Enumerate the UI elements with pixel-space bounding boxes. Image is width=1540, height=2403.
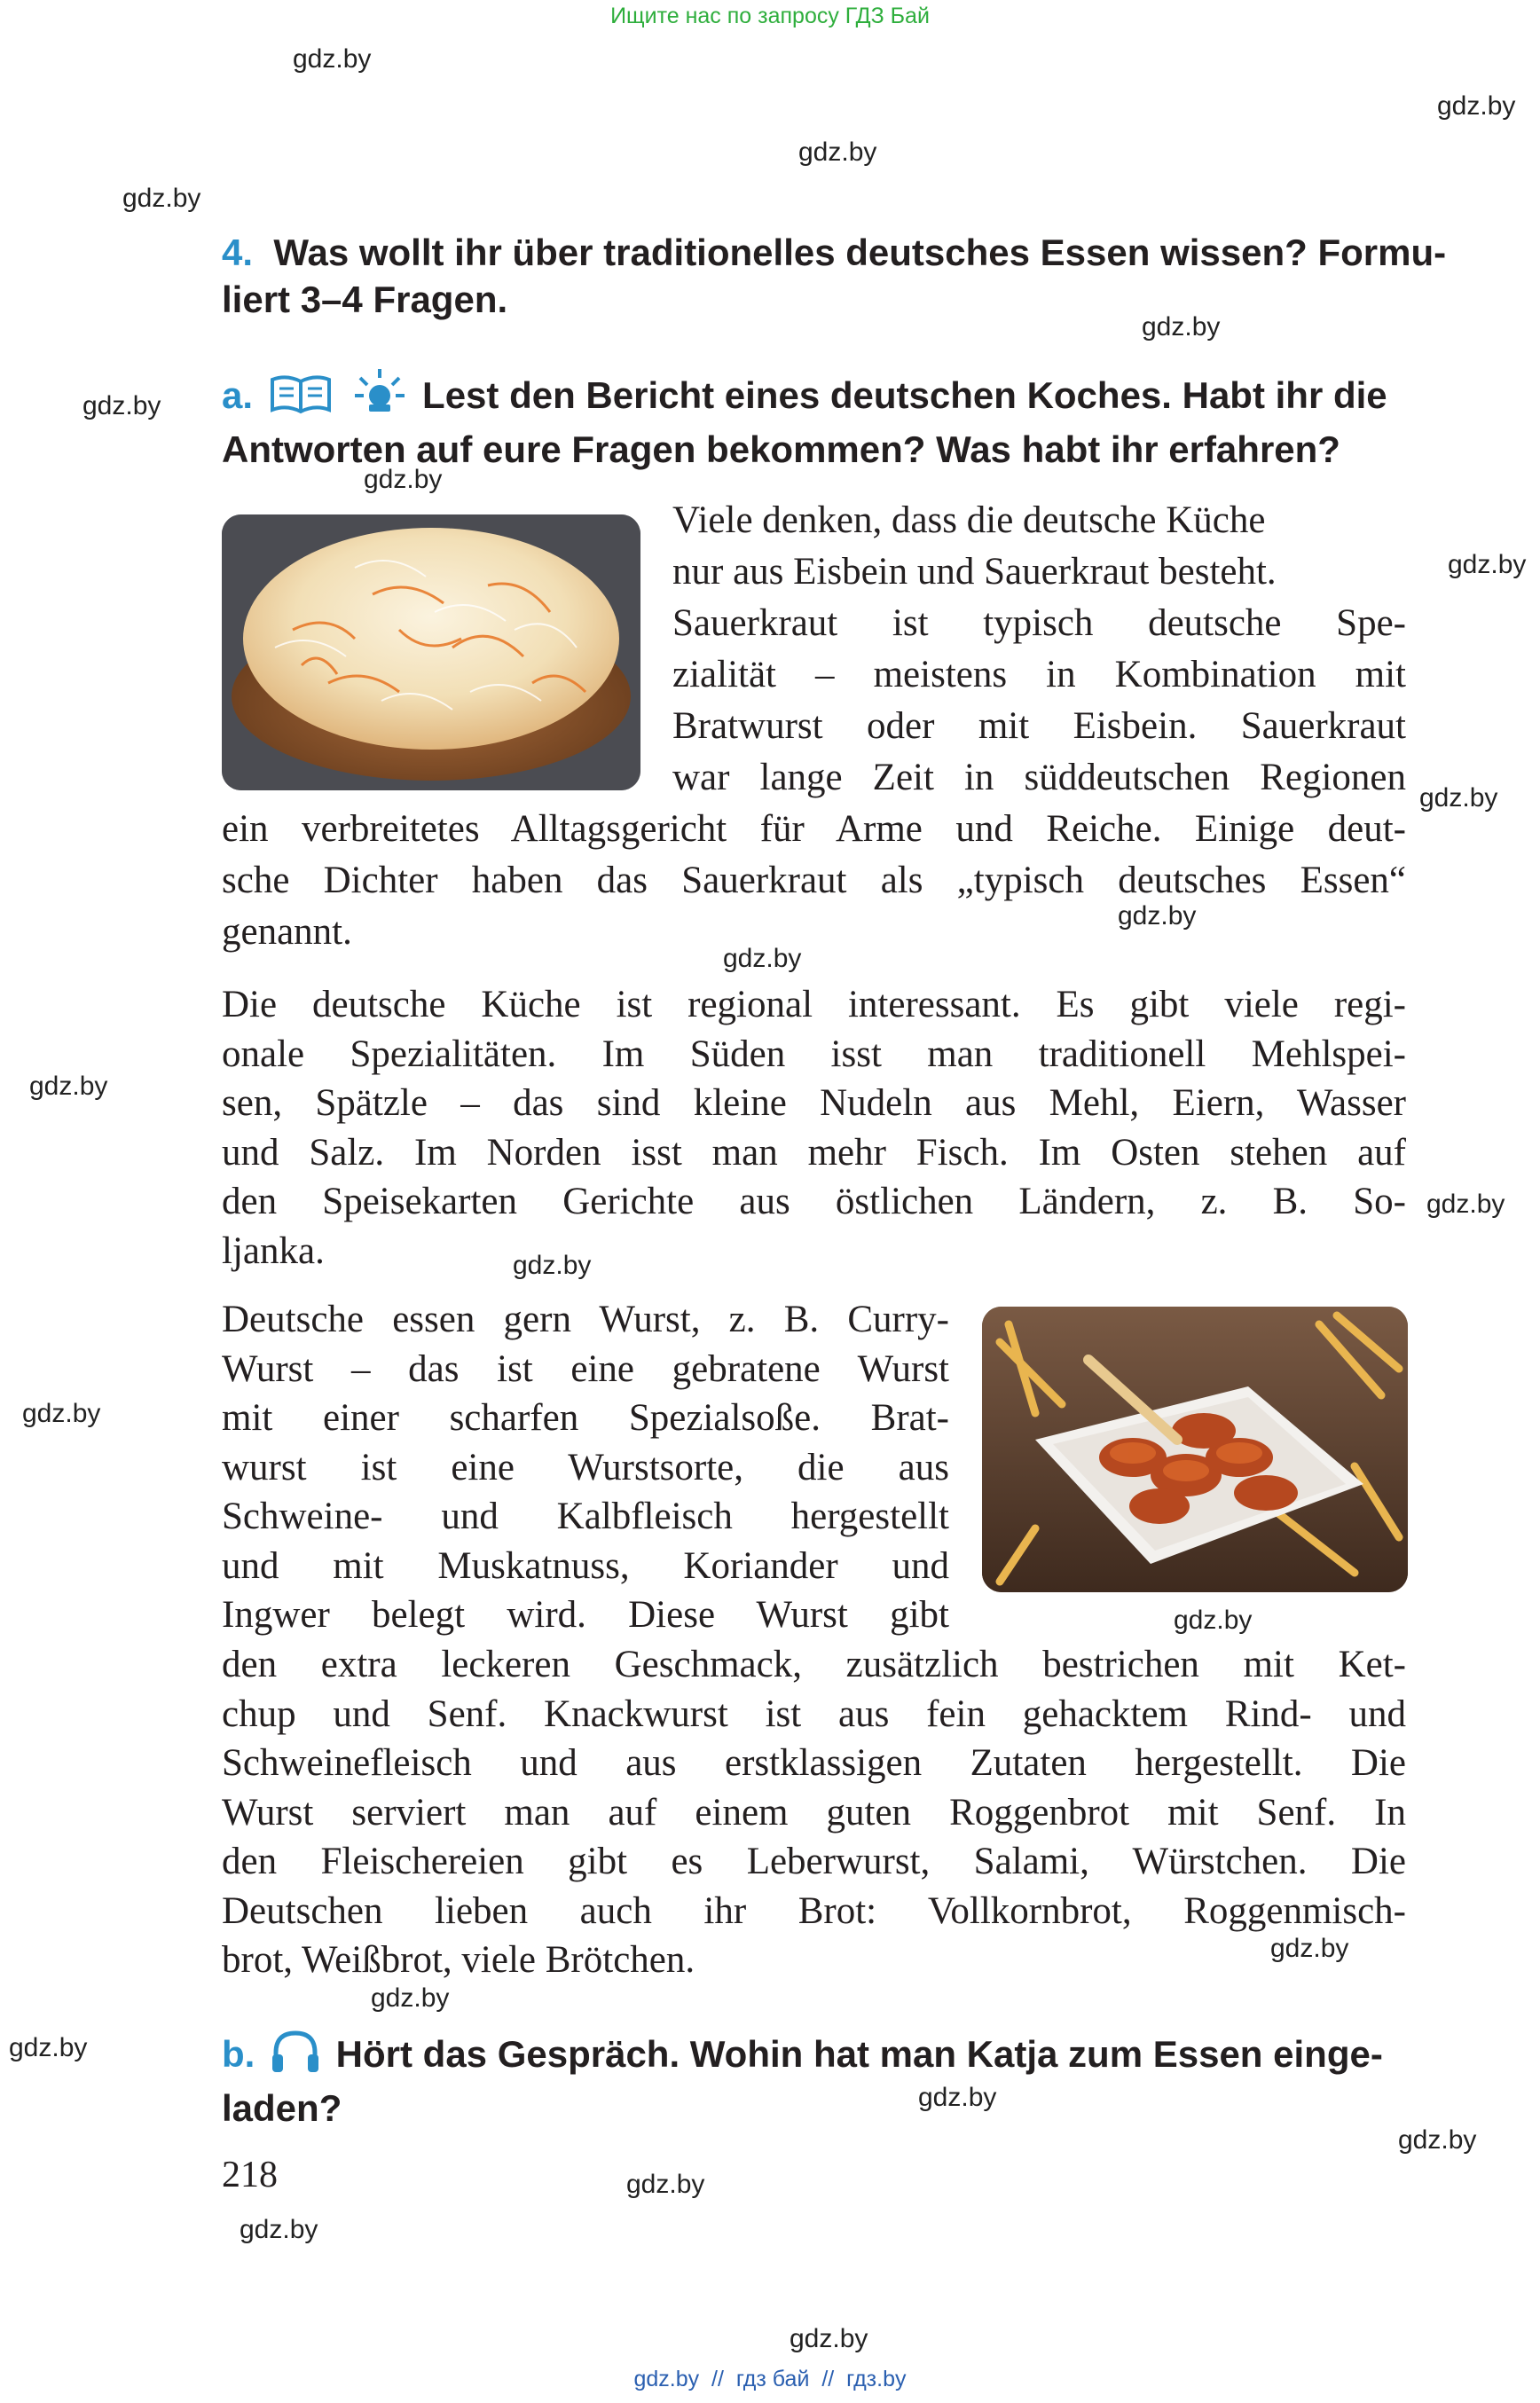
watermark: gdz.by bbox=[798, 137, 877, 167]
task-b-text: Hört das Gespräch. Wohin hat man Katja zum Essen einge- bbox=[335, 2033, 1383, 2075]
text-line: den Fleischereien gibt es Leberwurst, Salami, Würstchen. Die bbox=[222, 1841, 1406, 1882]
watermark: gdz.by bbox=[293, 44, 372, 74]
top-search-note: Ищите нас по запросу ГДЗ Бай bbox=[610, 4, 930, 28]
task-4-line-1 bbox=[222, 229, 1447, 276]
watermark: gdz.by bbox=[1419, 783, 1498, 813]
text-line: zialität – meistens in Kombination mit bbox=[672, 654, 1406, 695]
watermark: gdz.by bbox=[1398, 2125, 1477, 2155]
watermark: gdz.by bbox=[22, 1399, 101, 1428]
watermark: gdz.by bbox=[82, 391, 161, 420]
text-line: sen, Spätzle – das sind kleine Nudeln aus Mehl, Eiern, Wasser bbox=[222, 1082, 1406, 1124]
task-b-line-1 bbox=[222, 2028, 1406, 2085]
task-4-line-2: liert 3–4 Fragen. bbox=[222, 279, 508, 320]
text-line: Wurst serviert man auf einem guten Roggenbrot mit Senf. In bbox=[222, 1791, 1406, 1834]
watermark: gdz.by bbox=[1142, 312, 1221, 342]
task-a-text: Lest den Bericht eines deutschen Koches. Habt ihr die bbox=[422, 374, 1387, 416]
text-line: ljanka. bbox=[222, 1229, 325, 1272]
paragraph-2 bbox=[222, 980, 1406, 1276]
watermark: gdz.by bbox=[1174, 1606, 1253, 1635]
text-line: wurst ist eine Wurstsorte, die aus bbox=[222, 1446, 949, 1488]
text-line: Deutsche essen gern Wurst, z. B. Curry- bbox=[222, 1299, 949, 1340]
text-line: onale Spezialitäten. Im Süden isst man traditionell Mehlspei- bbox=[222, 1033, 1406, 1075]
text-line: und mit Muskatnuss, Koriander und bbox=[222, 1544, 949, 1587]
text-line: Deutschen lieben auch ihr Brot: Vollkornbrot, Roggenmisch- bbox=[222, 1889, 1406, 1932]
task-4 bbox=[222, 229, 1447, 323]
watermark: gdz.by bbox=[371, 1983, 450, 2013]
task-4-text: Was wollt ihr über traditionelles deutsches Essen wissen? Formu- bbox=[273, 232, 1447, 273]
task-b bbox=[222, 2028, 1406, 2132]
text-line: den extra leckeren Geschmack, zusätzlich bestrichen mit Ket- bbox=[222, 1644, 1406, 1685]
watermark: gdz.by bbox=[29, 1072, 108, 1101]
sauerkraut-photo bbox=[222, 514, 640, 790]
task-a bbox=[222, 365, 1406, 473]
text-line: genannt. bbox=[222, 911, 352, 953]
sun-lamp-icon bbox=[353, 365, 406, 426]
paragraph-3-wrapped bbox=[222, 1295, 949, 1640]
task-letter: a. bbox=[222, 374, 254, 416]
watermark: gdz.by bbox=[9, 2033, 88, 2062]
currywurst-photo bbox=[982, 1307, 1408, 1592]
watermark: gdz.by bbox=[1426, 1190, 1505, 1219]
watermark: gdz.by bbox=[1270, 1934, 1349, 1963]
text-line: chup und Senf. Knackwurst ist aus fein gehacktem Rind- und bbox=[222, 1692, 1406, 1735]
paragraph-3-full bbox=[222, 1640, 1406, 1985]
watermark: gdz.by bbox=[723, 944, 802, 973]
watermark: gdz.by bbox=[626, 2170, 705, 2199]
text-line: Bratwurst oder mit Eisbein. Sauerkraut bbox=[672, 705, 1406, 747]
text-line: und Salz. Im Norden isst man mehr Fisch. Im Osten stehen auf bbox=[222, 1131, 1406, 1174]
watermark: gdz.by bbox=[364, 465, 443, 494]
footer-links: gdz.by // гдз бай // гдз.by bbox=[633, 2367, 907, 2391]
watermark: gdz.by bbox=[1437, 91, 1516, 121]
book-icon bbox=[269, 373, 333, 426]
text-line: Wurst – das ist eine gebratene Wurst bbox=[222, 1347, 949, 1390]
text-line: Schweinefleisch und aus erstklassigen Zutaten hergestellt. Die bbox=[222, 1742, 1406, 1784]
page-number: 218 bbox=[222, 2155, 278, 2195]
text-line: sche Dichter haben das Sauerkraut als „typisch deutsches Essen“ bbox=[222, 860, 1406, 901]
watermark: gdz.by bbox=[918, 2083, 997, 2112]
text-line: brot, Weißbrot, viele Brötchen. bbox=[222, 1939, 695, 1981]
text-line: Viele denken, dass die deutsche Küche bbox=[672, 499, 1266, 541]
watermark: gdz.by bbox=[122, 184, 201, 213]
watermark: gdz.by bbox=[1448, 550, 1527, 579]
text-line: Sauerkraut ist typisch deutsche Spe- bbox=[672, 602, 1406, 644]
paragraph-1-wrapped bbox=[672, 495, 1406, 804]
text-line: nur aus Eisbein und Sauerkraut besteht. bbox=[672, 551, 1277, 593]
text-line: den Speisekarten Gerichte aus östlichen Ländern, z. B. So- bbox=[222, 1181, 1406, 1222]
watermark: gdz.by bbox=[240, 2215, 318, 2244]
text-line: Schweine- und Kalbfleisch hergestellt bbox=[222, 1496, 949, 1537]
text-line: ein verbreitetes Alltagsgericht für Arme und Reiche. Einige deut- bbox=[222, 808, 1406, 850]
watermark: gdz.by bbox=[1118, 901, 1197, 931]
paragraph-1-full bbox=[222, 804, 1406, 958]
text-line: war lange Zeit in süddeutschen Regionen bbox=[672, 757, 1406, 798]
task-number: 4. bbox=[222, 232, 254, 273]
headphones-icon bbox=[271, 2028, 320, 2085]
watermark: gdz.by bbox=[513, 1251, 592, 1280]
task-b-line-2: laden? bbox=[222, 2087, 342, 2129]
task-a-line-1 bbox=[222, 365, 1406, 426]
text-line: mit einer scharfen Spezialsoße. Brat- bbox=[222, 1397, 949, 1439]
task-letter: b. bbox=[222, 2033, 255, 2075]
text-line: Die deutsche Küche ist regional interessant. Es gibt viele regi- bbox=[222, 984, 1406, 1025]
task-a-line-2: Antworten auf eure Fragen bekommen? Was habt ihr erfahren? bbox=[222, 428, 1340, 470]
text-line: Ingwer belegt wird. Diese Wurst gibt bbox=[222, 1594, 949, 1636]
watermark: gdz.by bbox=[790, 2324, 868, 2353]
